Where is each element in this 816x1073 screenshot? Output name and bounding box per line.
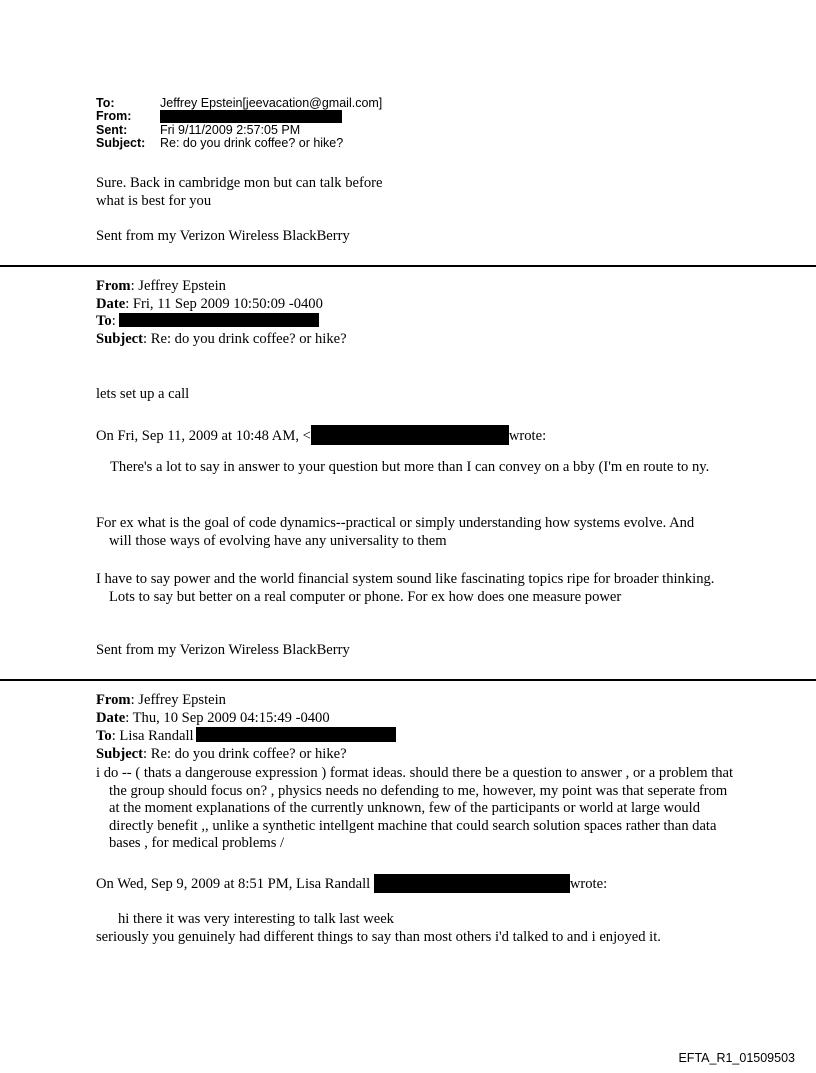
redaction-bar: [374, 874, 570, 893]
quote-intro: On Wed, Sep 9, 2009 at 8:51 PM, Lisa Randall wrote:: [96, 876, 608, 892]
subject-label: Subject:: [96, 135, 146, 150]
sent-value: Fri 9/11/2009 2:57:05 PM: [160, 122, 301, 137]
from-label: From:: [96, 109, 132, 124]
to-label: To: [96, 728, 112, 744]
divider: [0, 679, 816, 681]
to-value: :: [111, 313, 116, 329]
to-value: Jeffrey Epstein[jeevacation@gmail.com]: [160, 96, 383, 110]
date-value: : Fri, 11 Sep 2009 10:50:09 -0400: [125, 295, 323, 312]
subject-value: Re: do you drink coffee? or hike?: [160, 135, 344, 150]
quote-intro: On Fri, Sep 11, 2009 at 10:48 AM, < wrote:: [96, 425, 546, 446]
from-value: : Jeffrey Epstein: [130, 278, 226, 294]
subject-label: Subject: [96, 330, 144, 347]
date-label: Date: [96, 295, 126, 312]
to-label: To:: [96, 96, 115, 110]
quoted-paragraph: There's a lot to say in answer to your question but more than I can convey on a bby (I'm en route to ny.: [110, 459, 710, 475]
quoted-paragraph: I have to say power and the world financial system sound like fascinating topics ripe for broader thinking. Lots to say but better on a real computer or phone. For ex how does one measure power: [96, 571, 715, 605]
body-line: what is best for you: [96, 192, 212, 209]
message-2-signature: Sent from my Verizon Wireless BlackBerry: [96, 642, 350, 658]
message-3-body: i do -- ( thats a dangerouse expression ) format ideas. should there be a question to answer , or a problem that the group should focus on? , physics needs no defending to me, however, my point was that seperate from at the moment explanations of the currently unknown, few of the participants or world at large would directly benefit ,, unlike a synthetic intellgent machine that could search solution spaces rather than data bases , for medical problems /: [96, 765, 734, 851]
quoted-paragraph: For ex what is the goal of code dynamics--practical or simply understanding how systems evolve. And will those ways of evolving have any universality to them: [96, 515, 695, 549]
message-2-header: [96, 278, 347, 348]
from-value: : Jeffrey Epstein: [130, 692, 226, 708]
message-1-signature: Sent from my Verizon Wireless BlackBerry: [96, 228, 350, 244]
date-value: : Thu, 10 Sep 2009 04:15:49 -0400: [125, 709, 330, 726]
quoted-paragraph: hi there it was very interesting to talk last week seriously you genuinely had different things to say than most others i'd talked to and i enjoyed it.: [96, 911, 661, 945]
redaction-bar: [196, 727, 396, 742]
from-label: From: [96, 278, 131, 294]
date-label: Date: [96, 709, 126, 726]
from-label: From: [96, 692, 131, 708]
redaction-bar: [311, 425, 509, 445]
document-id: EFTA_R1_01509503: [678, 1051, 795, 1065]
to-value: : Lisa Randall: [111, 728, 194, 744]
subject-label: Subject: [96, 745, 144, 762]
message-2-body: lets set up a call: [96, 386, 190, 402]
to-label: To: [96, 313, 112, 329]
redaction-bar: [160, 110, 342, 123]
message-3-header: [96, 692, 396, 763]
redaction-bar: [119, 313, 319, 327]
subject-value: : Re: do you drink coffee? or hike?: [143, 330, 347, 347]
sent-label: Sent:: [96, 122, 128, 137]
divider: [0, 265, 816, 267]
message-1-body: [96, 175, 383, 210]
subject-value: : Re: do you drink coffee? or hike?: [143, 745, 347, 762]
email-header: [96, 97, 382, 150]
body-line: Sure. Back in cambridge mon but can talk before: [96, 175, 383, 191]
